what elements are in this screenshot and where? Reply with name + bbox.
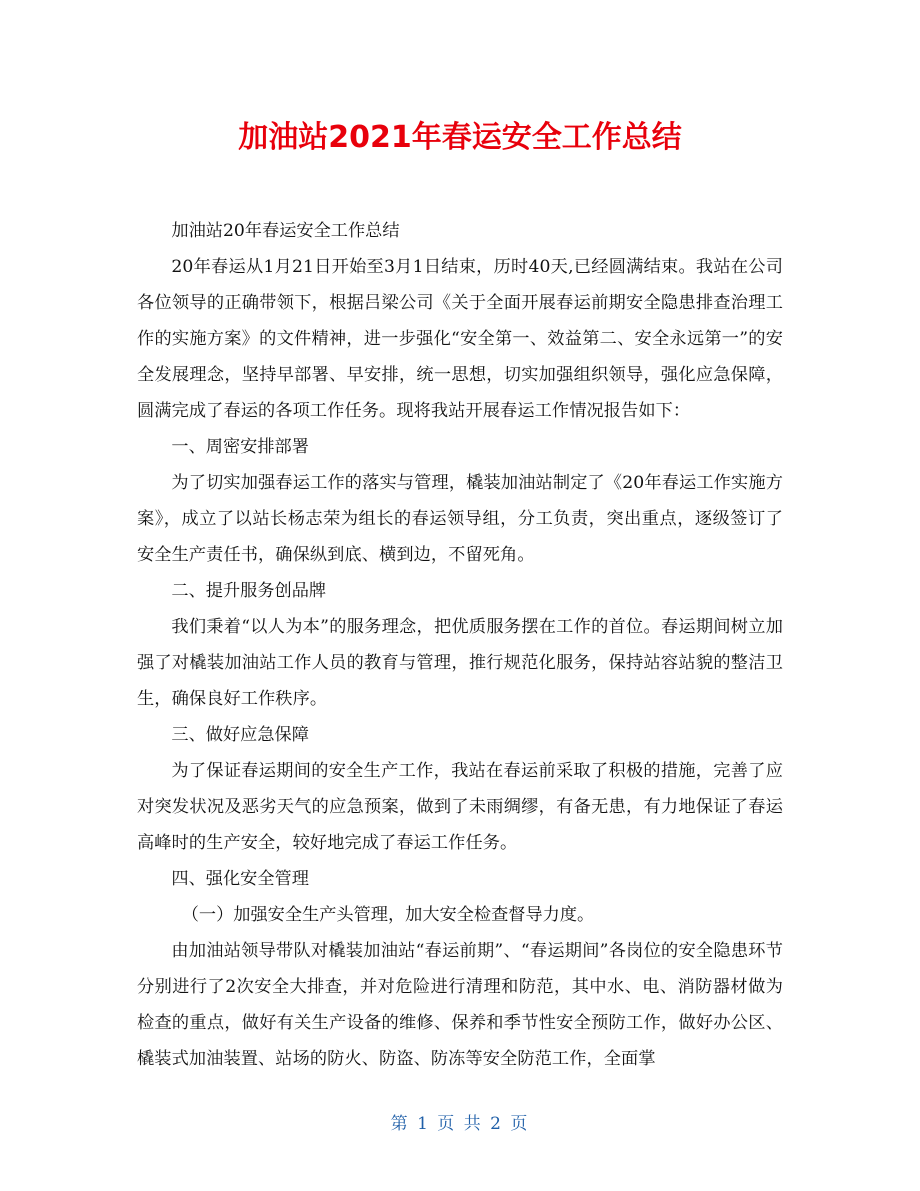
- section-heading-4: 四、强化安全管理: [171, 869, 309, 889]
- document-body: [137, 213, 783, 1077]
- section-heading-3: 三、做好应急保障: [171, 725, 309, 745]
- subsection-heading-4-1: （一）加强安全生产头管理，加大安全检查督导力度。: [181, 905, 595, 925]
- section-paragraph-4: 由加油站领导带队对橇装加油站“春运前期”、“春运期间”各岗位的安全隐患环节分别进行了2次安全大排查，并对危险进行清理和防范，其中水、电、消防器材做为检查的重点，做好有关生产设备的维修、保养和季节性安全预防工作，做好办公区、橇装式加油装置、站场的防火、防盗、防冻等安全防范工作，全面掌: [137, 941, 783, 1069]
- document-title: 加油站2021年春运安全工作总结: [238, 120, 682, 155]
- section-paragraph-2: 我们秉着“以人为本”的服务理念，把优质服务摆在工作的首位。春运期间树立加强了对橇装加油站工作人员的教育与管理，推行规范化服务，保持站容站貌的整洁卫生，确保良好工作秩序。: [137, 617, 783, 709]
- section-heading-2: 二、提升服务创品牌: [171, 581, 327, 601]
- section-paragraph-3: 为了保证春运期间的安全生产工作，我站在春运前采取了积极的措施，完善了应对突发状况及恶劣天气的应急预案，做到了未雨绸缪，有备无患，有力地保证了春运高峰时的生产安全，较好地完成了春运工作任务。: [137, 761, 783, 853]
- section-paragraph-1: 为了切实加强春运工作的落实与管理，橇装加油站制定了《20年春运工作实施方案》，成立了以站长杨志荣为组长的春运领导组，分工负责，突出重点，逐级签订了安全生产责任书，确保纵到底、横到边，不留死角。: [137, 473, 783, 565]
- intro-paragraph: 20年春运从1月21日开始至3月1日结束，历时40天,已经圆满结束。我站在公司各位领导的正确带领下，根据吕梁公司《关于全面开展春运前期安全隐患排查治理工作的实施方案》的文件精神，进一步强化“安全第一、效益第二、安全永远第一”的安全发展理念，坚持早部署、早安排，统一思想，切实加强组织领导，强化应急保障，圆满完成了春运的各项工作任务。现将我站开展春运工作情况报告如下：: [137, 257, 783, 421]
- subtitle-paragraph: 加油站20年春运安全工作总结: [171, 221, 400, 241]
- section-heading-1: 一、周密安排部署: [171, 437, 309, 457]
- page-footer: 第 1 页 共 2 页: [390, 1114, 530, 1134]
